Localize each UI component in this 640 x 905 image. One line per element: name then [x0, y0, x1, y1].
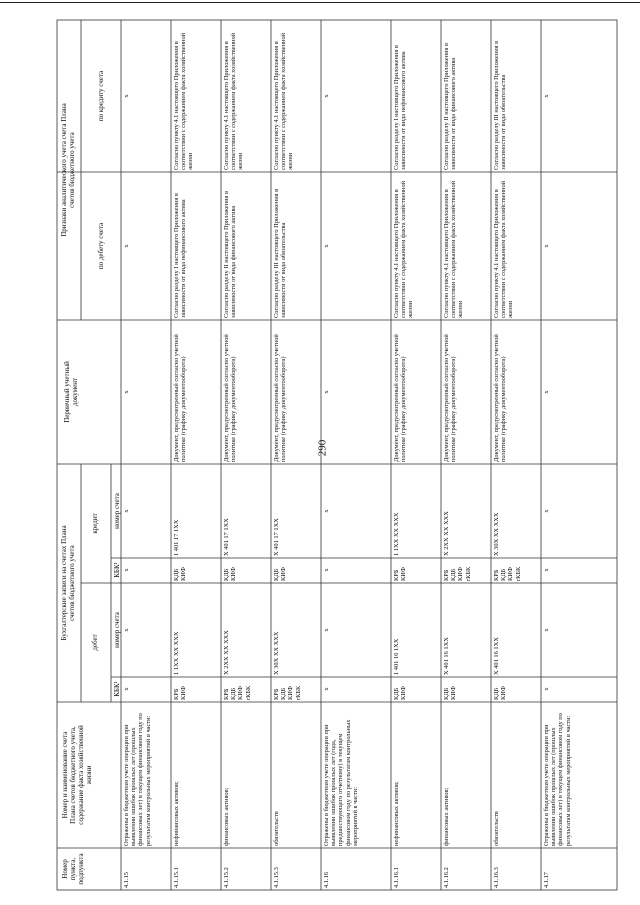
cell-credit-account: Х 401 17 1ХХ	[273, 518, 280, 556]
accounting-entries-table	[57, 20, 617, 890]
cell-analytics-debit: Согласно разделу III настоящего Приложения в зависимости от вида обязательства	[273, 188, 288, 318]
header-credit: кредит	[91, 513, 99, 534]
cell-analytics-credit: Согласно пункту 4.1 настоящего Приложения в соответствии с содержанием факта хозяйственной жизни	[223, 32, 245, 170]
cell-item: 4.1.15.1	[173, 867, 180, 888]
cell-debit-account: Х 401 16 1ХХ	[443, 637, 450, 675]
header-analytics-debit: по дебету счета	[97, 222, 105, 270]
cell-debit-account: x	[543, 628, 550, 632]
cell-primary-doc: Документ, предусмотренный согласно учетной политике (графику документооборота)	[273, 334, 288, 462]
cell-primary-doc: Документ, предусмотренный согласно учетной политике (графику документооборота)	[493, 334, 508, 462]
cell-analytics-credit: x	[123, 94, 130, 98]
cell-analytics-debit: x	[543, 244, 550, 248]
cell-debit-kbk: КРБ КДБ КИФ rКБК	[223, 685, 252, 700]
header-credit-account-number: номер счета	[113, 493, 121, 529]
cell-analytics-credit: Согласно разделу II настоящего Приложения в зависимости от вида финансового актива	[443, 42, 458, 170]
cell-name: финансовых активов;	[443, 787, 450, 846]
cell-item: 4.1.16.3	[493, 867, 500, 888]
cell-item: 4.1.16.2	[443, 867, 450, 888]
header-analytics-credit: по кредиту счета	[97, 70, 105, 122]
cell-item: 4.1.17	[543, 872, 550, 888]
cell-analytics-credit: x	[323, 94, 330, 98]
cell-debit-account: Х 2ХХ ХХ ХХХ	[223, 630, 230, 675]
cell-credit-account: x	[123, 509, 130, 513]
header-debit-kbk: КБК¹	[113, 681, 121, 697]
cell-debit-kbk: КДБ КИФ	[393, 686, 408, 700]
cell-item: 4.1.15	[123, 872, 130, 888]
cell-debit-account: 1 1ХХ ХХ ХХХ	[173, 631, 180, 675]
page-number: 290	[316, 439, 329, 457]
cell-primary-doc: Документ, предусмотренный согласно учетной политике (графику документооборота)	[223, 334, 238, 462]
cell-name: нефинансовых активов;	[393, 781, 400, 846]
cell-credit-kbk: КРБ КДБ КИФ rКБК	[493, 566, 522, 581]
header-credit-kbk: КБК¹	[113, 562, 121, 578]
cell-debit-account: Х 401 16 1ХХ	[493, 637, 500, 675]
cell-credit-kbk: x	[323, 568, 330, 572]
cell-item: 4.1.15.3	[273, 867, 280, 888]
cell-credit-kbk: КРБ КИФ	[393, 567, 408, 581]
cell-credit-account: x	[323, 509, 330, 513]
cell-debit-kbk: КДБ КИФ	[493, 686, 508, 700]
cell-debit-kbk: x	[543, 687, 550, 691]
cell-credit-account: x	[543, 509, 550, 513]
cell-credit-kbk: x	[543, 568, 550, 572]
cell-credit-account: 1 401 17 1ХХ	[173, 519, 180, 556]
cell-name: Отражены в бюджетном учете операции при выявлении ошибок прошлых лет (года, предшествующего отчетному) в текущем финансовом году по результатам контрольных мероприятий в части:	[323, 719, 359, 846]
cell-item: 4.1.15.2	[223, 867, 230, 888]
cell-credit-kbk: КДБ КИФ	[273, 567, 288, 581]
cell-item: 4.1.16.1	[393, 867, 400, 888]
cell-primary-doc: x	[543, 390, 550, 394]
cell-name: нефинансовых активов;	[173, 781, 180, 846]
header-primary-doc: Первичный учетный документ	[63, 361, 79, 423]
cell-credit-account: Х 2ХХ ХХ ХХХ	[443, 511, 450, 556]
cell-credit-kbk: КДБ КИФ	[223, 567, 238, 581]
header-entries: Бухгалтерские записи на счетах Плана счетов бюджетного учета	[60, 525, 76, 641]
cell-credit-kbk: КРБ КДБ КИФ rКБК	[443, 566, 472, 581]
cell-debit-kbk: КРБ КДБ КИФ rКБК	[273, 685, 302, 700]
cell-credit-kbk: x	[123, 568, 130, 572]
cell-debit-account: x	[323, 628, 330, 632]
cell-name: обязательств	[493, 811, 500, 846]
cell-primary-doc: Документ, предусмотренный согласно учетной политике (графику документооборота)	[173, 334, 188, 462]
cell-analytics-debit: Согласно разделу II настоящего Приложения в зависимости от вида финансового актива	[223, 190, 238, 318]
cell-name: Отражены в бюджетном учете операции при выявлении ошибок прошлых лет (прошлых финансовых лет) в текущем финансовом году по результатам контрольных мероприятий в части:	[543, 713, 572, 846]
cell-analytics-credit: Согласно разделу I настоящего Приложения в зависимости от вида нефинансового актива	[393, 45, 408, 170]
cell-primary-doc: Документ, предусмотренный согласно учетной политике (графику документооборота)	[443, 334, 458, 462]
cell-debit-kbk: x	[323, 687, 330, 691]
header-item: Номер пункта, подпункта	[61, 853, 85, 885]
cell-credit-account: Х 30Х ХХ ХХХ	[493, 512, 500, 556]
cell-analytics-debit: Согласно пункту 4.1 настоящего Приложения в соответствии с содержанием факта хозяйственной жизни	[443, 180, 465, 318]
cell-name: Отражены в бюджетном учете операции при выявлении ошибок прошлых лет (прошлых финансовых лет) в текущем финансовом году по результатам контрольных мероприятий в части:	[123, 713, 152, 846]
cell-primary-doc: x	[323, 390, 330, 394]
header-analytics: Признаки аналитического учета счета Плана счетов бюджетного учета	[60, 103, 76, 237]
cell-analytics-credit: Согласно разделу III настоящего Приложения в зависимости от вида обязательства	[493, 40, 508, 170]
cell-primary-doc: Документ, предусмотренный согласно учетной политике (графику документооборота)	[393, 334, 408, 462]
cell-analytics-debit: Согласно разделу I настоящего Приложения в зависимости от вида нефинансового актива	[173, 193, 188, 318]
cell-analytics-credit: Согласно пункту 4.1 настоящего Приложения в соответствии с содержанием факта хозяйственной жизни	[273, 32, 295, 170]
cell-debit-account: Х 30Х ХХ ХХХ	[273, 631, 280, 675]
cell-debit-kbk: x	[123, 687, 130, 691]
cell-primary-doc: x	[123, 390, 130, 394]
cell-debit-account: x	[123, 628, 130, 632]
cell-analytics-debit: x	[323, 244, 330, 248]
cell-credit-kbk: КДБ КИФ	[173, 567, 188, 581]
cell-debit-kbk: КРБ КИФ	[173, 686, 188, 700]
cell-credit-account: Х 401 17 1ХХ	[223, 518, 230, 556]
cell-analytics-debit: Согласно пункту 4.1 настоящего Приложения в соответствии с содержанием факта хозяйственной жизни	[493, 180, 515, 318]
cell-analytics-credit: x	[543, 94, 550, 98]
cell-debit-account: 1 401 16 1ХХ	[393, 638, 400, 675]
cell-debit-kbk: КДБ КИФ	[443, 686, 458, 700]
cell-name: обязательств	[273, 811, 280, 846]
cell-name: финансовых активов;	[223, 787, 230, 846]
cell-credit-account: 1 1ХХ ХХ ХХХ	[393, 512, 400, 556]
header-debit-account-number: номер счета	[113, 612, 121, 648]
cell-analytics-debit: Согласно пункту 4.1 настоящего Приложения в соответствии с содержанием факта хозяйственной жизни	[393, 180, 415, 318]
cell-item: 4.1.16	[323, 872, 330, 888]
header-account-name: Номер и наименование счета Плана счетов бюджетного учета, содержание факта хозяйственной жизни	[61, 725, 93, 825]
header-debit: дебет	[91, 634, 99, 651]
cell-analytics-debit: x	[123, 244, 130, 248]
cell-analytics-credit: Согласно пункту 4.1 настоящего Приложения в соответствии с содержанием факта хозяйственной жизни	[173, 32, 195, 170]
top-rule	[0, 2, 640, 3]
